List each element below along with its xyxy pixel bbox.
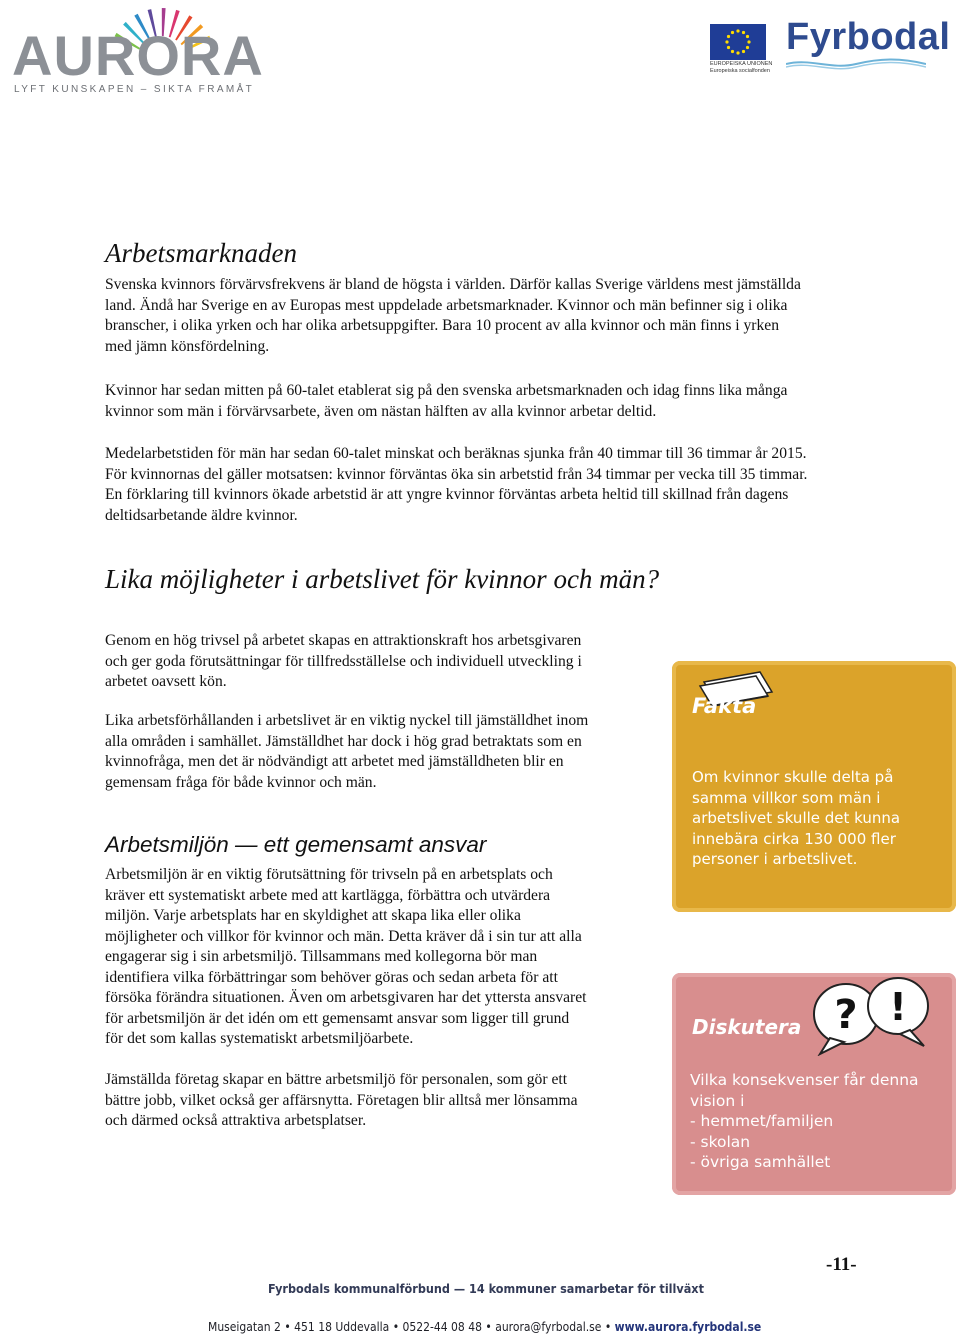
eu-star — [746, 35, 749, 38]
text-line: - skolan — [690, 1132, 751, 1151]
paragraph-sixties — [105, 381, 787, 422]
fyrbodal-wave-icon — [786, 58, 926, 70]
heading-arbetsmiljon: Arbetsmiljön — ett gemensamt ansvar — [105, 832, 487, 857]
speech-bubbles-icon — [800, 976, 940, 1056]
footer-contact — [208, 1320, 761, 1334]
eu-star — [747, 40, 750, 43]
footer-organization: Fyrbodals kommunalförbund — 14 kommuner samarbetar för tillväxt — [268, 1281, 704, 1296]
eu-stars-icon — [710, 24, 766, 60]
text-line: Arbetsmiljön är en viktig förutsättning för trivseln på en arbetsplats och — [105, 866, 553, 883]
text-line: innebära cirka 130 000 fler — [692, 829, 896, 848]
aurora-logo: AURORA — [12, 24, 264, 87]
eu-star — [742, 31, 745, 34]
fakta-text — [692, 767, 900, 870]
text-line: kvinnor som män i förvärvsarbete, även om nästan hälften av alla kvinnor arbetar deltid. — [105, 402, 657, 420]
text-line: vision i — [690, 1091, 745, 1110]
text-line: bättre jobb, vilket också ger affärsnytta. Företagen blir alltså mer lönsamma — [105, 1091, 578, 1109]
text-line: försöka förändra situationen. Även om arbetsgivaren har det yttersta ansvaret — [105, 989, 587, 1006]
text-line: - hemmet/familjen — [690, 1112, 834, 1130]
text-line: möjligheter och villkor för kvinnor och män. Detta kräver då i sin tur att alla — [105, 927, 582, 945]
eu-star — [725, 40, 728, 43]
text-line: miljön. Varje arbetsplats har en skyldighet att skapa lika eller olika — [105, 907, 521, 924]
text-line: Medelarbetstiden för män har sedan 60-talet minskat och beräknas sjunka från 40 timmar till 36 timmar år 2015. — [105, 445, 807, 462]
text-line: branscher, i olika yrken och har olika arbetsuppgifter. Bara 10 procent av alla kvinnor och män finns i yrken — [105, 317, 780, 334]
text-line: gemensam fråga för både kvinnor och män. — [105, 773, 377, 791]
eu-star — [736, 29, 739, 32]
aurora-tagline: LYFT KUNSKAPEN – SIKTA FRAMÅT — [14, 84, 255, 95]
paragraph-trivsel — [105, 631, 582, 693]
text-line: för det som kallas systematiskt arbetsmiljöarbete. — [105, 1030, 414, 1047]
text-line: Genom en hög trivsel på arbetet skapas en attraktionskraft hos arbetsgivaren — [105, 632, 582, 649]
text-line: och därmed också attraktiva arbetsplatser. — [105, 1112, 367, 1129]
text-line: kvinnofråga, men det är nödvändigt att arbetet med jämställdheten blir en — [105, 753, 564, 770]
eu-label: EUROPEISKA UNIONEN — [710, 61, 773, 67]
text-line: alla områden i samhället. Jämställdhet har dock i hög grad betraktats som en — [105, 732, 582, 750]
eu-star — [746, 46, 749, 49]
text-line: personer i arbetslivet. — [692, 850, 858, 868]
heading-arbetsmarknaden: Arbetsmarknaden — [105, 238, 297, 268]
text-line: Om kvinnor skulle delta på — [692, 768, 894, 786]
diskutera-title: Diskutera — [692, 1015, 802, 1039]
footer-address: Museigatan 2 • 451 18 Uddevalla • 0522-44 08 48 • aurora@fyrbodal.se • — [208, 1320, 615, 1334]
text-line: land. Ändå har Sverige en av Europas mest uppdelade arbetsmarknader. Kvinnor och män befinner sig i olika — [105, 296, 788, 314]
text-line: En förklaring till kvinnors ökade arbetstid är att yngre kvinnor förväntas arbeta heltid till skillnad från dagens — [105, 486, 789, 503]
text-line: arbetet oavsett kön. — [105, 673, 227, 690]
text-line: och ger goda förutsättningar för tillfredsställelse och individuell utveckling i — [105, 652, 582, 670]
text-line: deltidsarbetande äldre kvinnor. — [105, 506, 298, 524]
text-line: identifiera vilka förbättringar som behöver göras och sedan arbeta för att — [105, 968, 558, 986]
eu-flag-icon — [710, 24, 766, 60]
eu-star — [731, 50, 734, 53]
text-line: arbetslivet skulle det kunna — [692, 809, 901, 827]
text-line: Kvinnor har sedan mitten på 60-talet etablerat sig på den svenska arbetsmarknaden och idag finns lika många — [105, 382, 788, 399]
paragraph-arbetstid — [105, 444, 807, 526]
text-line: engagerar sig i sin arbetsmiljö. Tillsammans med kollegorna bör man — [105, 948, 538, 965]
exclamation-mark: ! — [889, 985, 907, 1029]
text-line: Lika arbetsförhållanden i arbetslivet är en viktig nyckel till jämställdhet inom — [105, 712, 589, 729]
paragraph-arbetsmiljo — [105, 865, 587, 1050]
esf-label: Europeiska socialfonden — [710, 68, 770, 74]
text-line: Jämställda företag skapar en bättre arbetsmiljö för personalen, som gör ett — [105, 1071, 568, 1088]
text-line: För kvinnornas del gäller motsatsen: kvinnor förväntas öka sin arbetstid från 34 timmar per vecka till 35 timmar. — [105, 465, 808, 483]
eu-star — [727, 35, 730, 38]
text-line: Svenska kvinnors förvärvsfrekvens är bland de högsta i världen. Därför kallas Sverige världens mest jämställda — [105, 276, 801, 293]
eu-star — [736, 51, 739, 54]
text-line: kräver ett systematiskt arbete med att kartlägga, förbättra och utvärdera — [105, 886, 551, 904]
text-line: samma villkor som män i — [692, 788, 881, 807]
fyrbodal-logo: Fyrbodal — [786, 16, 951, 58]
eu-star — [742, 50, 745, 53]
question-mark: ? — [834, 992, 858, 1038]
paragraph-jamstallda-foretag — [105, 1070, 578, 1132]
text-line: med jämn könsfördelning. — [105, 337, 270, 355]
diskutera-text — [690, 1070, 919, 1173]
paragraph-intro — [105, 275, 895, 357]
text-line: - övriga samhället — [690, 1153, 831, 1171]
eu-star — [731, 31, 734, 34]
paragraph-lika-forhallanden — [105, 711, 588, 793]
eu-star — [727, 46, 730, 49]
page-number: -11- — [826, 1254, 857, 1275]
footer-website-link[interactable]: www.aurora.fyrbodal.se — [614, 1320, 762, 1334]
heading-lika-mojligheter: Lika möjligheter i arbetslivet för kvinnor och män? — [105, 564, 660, 594]
fakta-title: Fakta — [692, 694, 757, 718]
text-line: för arbetsmiljön är det idén om ett gemensamt ansvar som ligger till grund — [105, 1009, 570, 1027]
text-line: Vilka konsekvenser får denna — [690, 1071, 919, 1089]
